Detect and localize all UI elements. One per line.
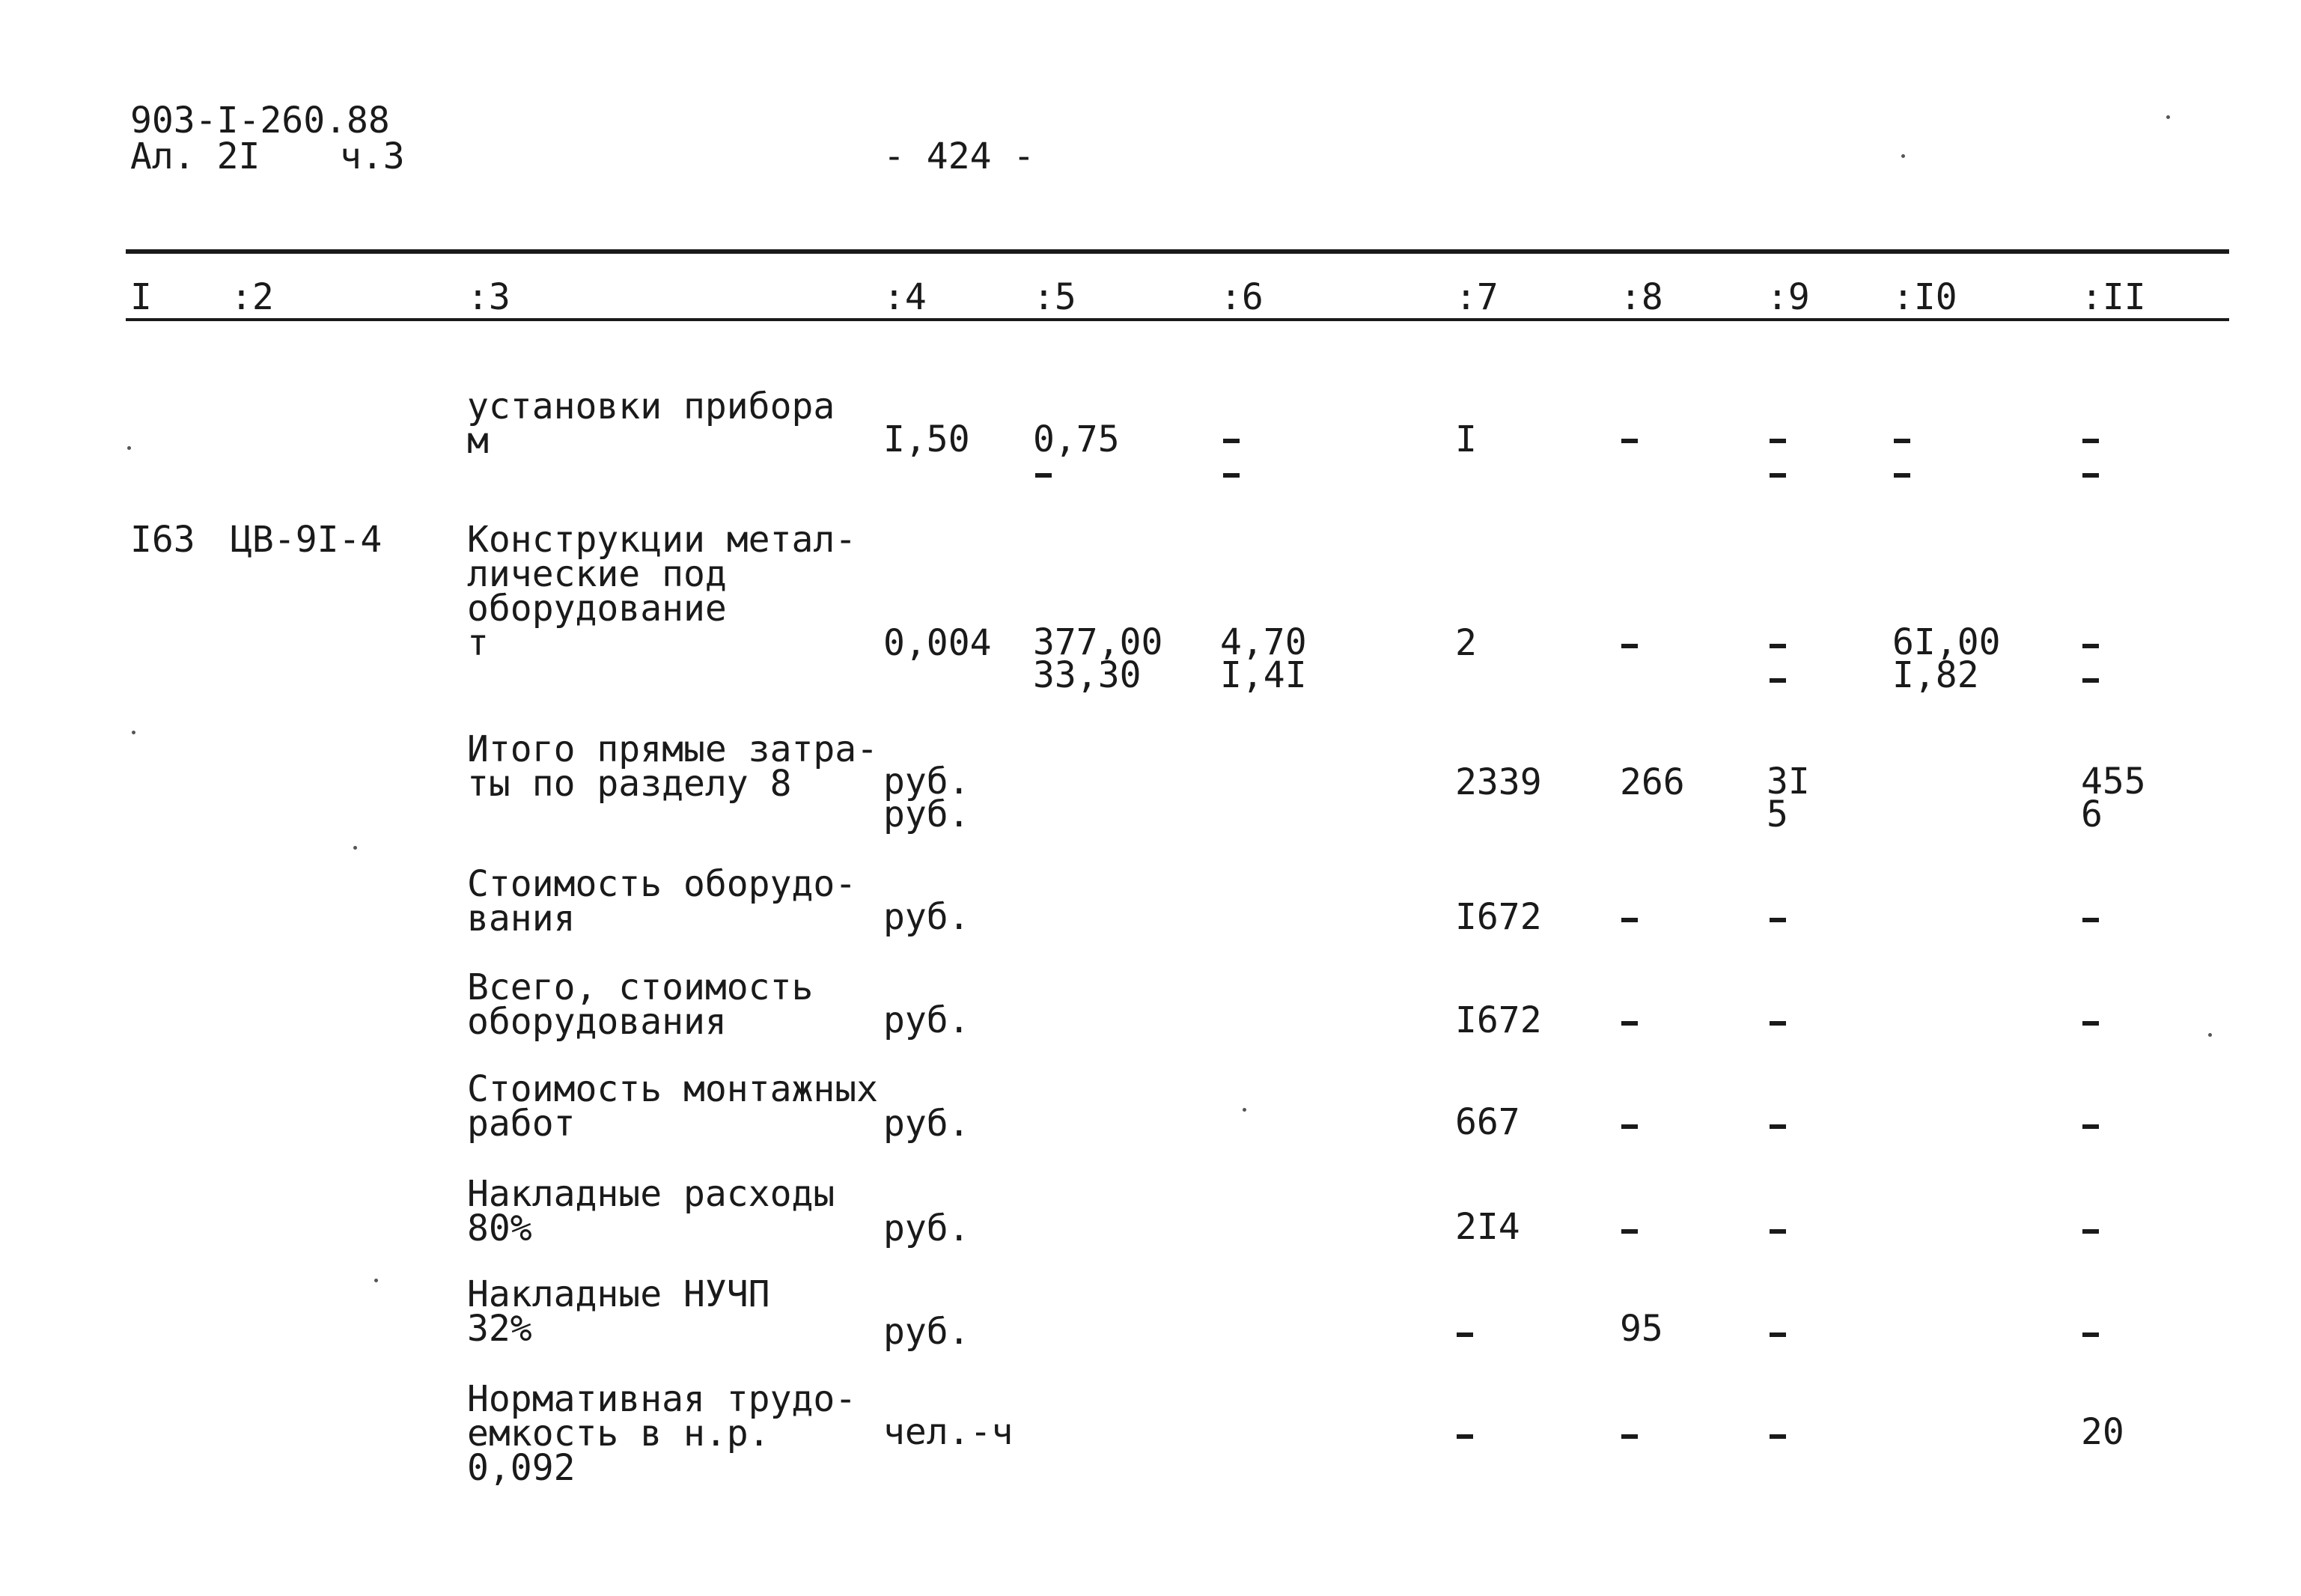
dash [2082, 644, 2099, 648]
col8-value: 95 [1620, 1308, 1663, 1350]
scan-speck [1243, 1108, 1246, 1112]
unit: руб. [883, 1311, 970, 1353]
scan-speck [127, 446, 131, 450]
price-code: ЦВ-9I-4 [231, 519, 383, 561]
column-header: :7 [1455, 276, 1499, 318]
unit: руб. [883, 1103, 970, 1145]
item-description: Итого прямые затра- ты по разделу 8 [467, 728, 879, 805]
scan-speck [353, 846, 357, 850]
dash [1223, 439, 1240, 443]
total-cost: I [1455, 418, 1477, 460]
item-description: Всего, стоимость оборудования [467, 966, 814, 1043]
total-cost: I672 [1455, 999, 1542, 1041]
dash [1621, 439, 1638, 443]
column-header: :II [2081, 276, 2146, 318]
col10-value: 6I,00 I,82 [1892, 621, 2001, 696]
dash [1894, 473, 1910, 478]
dash [2082, 473, 2099, 478]
column-header: :3 [467, 276, 511, 318]
dash [1621, 1229, 1638, 1234]
item-description: Нормативная трудо- емкость в н.р. 0,092 [467, 1378, 857, 1489]
column-header: I [130, 276, 152, 318]
dash [1770, 918, 1786, 922]
part-number: ч.3 [340, 135, 405, 177]
total-cost: 2 [1455, 622, 1477, 664]
dash [1770, 644, 1786, 648]
table-header-rule [126, 318, 2229, 321]
column-header: :8 [1620, 276, 1663, 318]
total-cost: 2339 [1455, 761, 1542, 803]
column-header: :5 [1033, 276, 1076, 318]
item-description: Стоимость монтажных работ [467, 1068, 879, 1145]
dash [2082, 918, 2099, 922]
album-number: Ал. 2I [130, 135, 260, 177]
dash [1894, 439, 1910, 443]
dash [2082, 1332, 2099, 1337]
dash [1770, 473, 1786, 478]
table-top-rule [126, 249, 2229, 254]
col9-value: 3I 5 [1767, 761, 1810, 835]
unit: руб. [883, 1207, 970, 1249]
dash [1770, 1124, 1786, 1129]
total-cost: 2I4 [1455, 1206, 1520, 1248]
unit: руб. [883, 896, 970, 938]
dash [1770, 1229, 1786, 1234]
dash [1770, 1434, 1786, 1439]
dash [2082, 1124, 2099, 1129]
dash [2082, 1229, 2099, 1234]
scan-speck [132, 731, 135, 734]
dash [1457, 1332, 1473, 1337]
unit: руб. руб. [883, 761, 970, 835]
column-header: :2 [231, 276, 274, 318]
unit: чел.-ч [883, 1411, 1014, 1453]
unit: руб. [883, 999, 970, 1041]
col11-value: 20 [2081, 1411, 2124, 1453]
dash [1770, 678, 1786, 683]
item-description: Конструкции метал- лические под оборудование т [467, 519, 857, 664]
dash [2082, 678, 2099, 683]
unit-wage-cost: 4,70 I,4I [1220, 621, 1307, 696]
scan-speck [2166, 115, 2170, 119]
column-header: :I0 [1892, 276, 1957, 318]
dash [1770, 1021, 1786, 1026]
total-cost: 667 [1455, 1101, 1520, 1143]
page-number: - 424 - [883, 135, 1035, 177]
dash [1035, 473, 1052, 478]
scan-speck [374, 1279, 378, 1282]
unit-quantity: I,50 [883, 418, 970, 460]
column-header: :9 [1767, 276, 1810, 318]
column-header: :6 [1220, 276, 1264, 318]
dash [2082, 439, 2099, 443]
scan-speck [2208, 1033, 2212, 1037]
col8-value: 266 [1620, 761, 1685, 803]
scan-speck [1901, 154, 1905, 158]
dash [1621, 1021, 1638, 1026]
dash [1621, 644, 1638, 648]
total-cost: I672 [1455, 896, 1542, 938]
unit-cost: 0,75 [1033, 418, 1120, 460]
unit-quantity: 0,004 [883, 622, 992, 664]
dash [1621, 918, 1638, 922]
dash [1457, 1434, 1473, 1439]
item-description: Накладные расходы 80% [467, 1173, 835, 1249]
document-code: 903-I-260.88 [130, 100, 390, 141]
item-description: Накладные НУЧП 32% [467, 1273, 770, 1350]
col11-value: 455 6 [2081, 761, 2146, 835]
item-description: установки прибора м [467, 386, 835, 462]
dash [2082, 1021, 2099, 1026]
unit-cost: 377,00 33,30 [1033, 621, 1163, 696]
dash [1770, 439, 1786, 443]
row-number: I63 [130, 519, 195, 561]
dash [1621, 1434, 1638, 1439]
dash [1770, 1332, 1786, 1337]
item-description: Стоимость оборудо- вания [467, 863, 857, 939]
column-header: :4 [883, 276, 927, 318]
dash [1621, 1124, 1638, 1129]
dash [1223, 473, 1240, 478]
